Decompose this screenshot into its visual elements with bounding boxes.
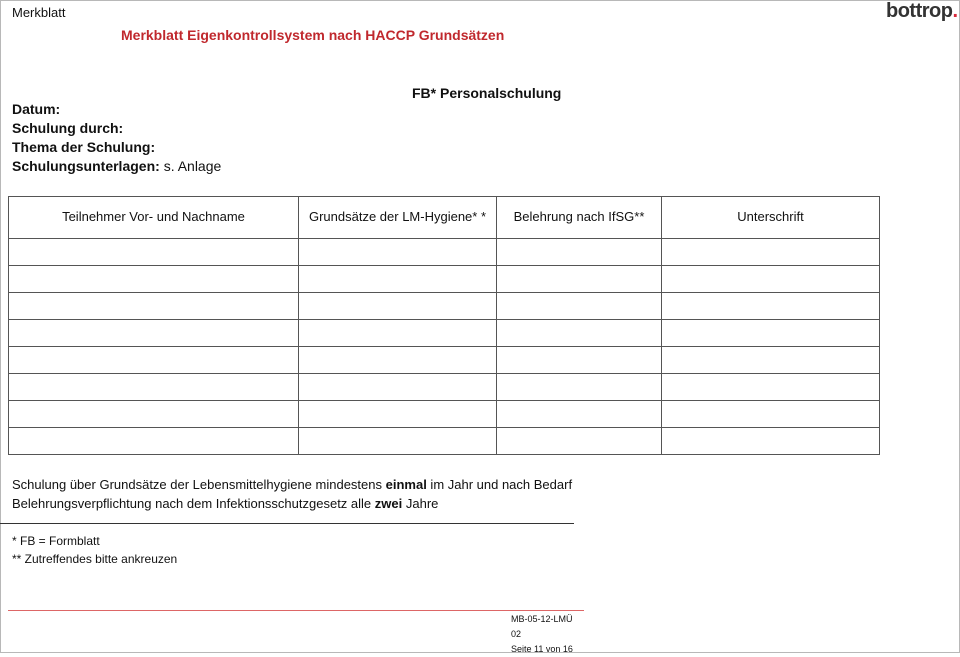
table-row [9,266,880,293]
legend-item: ** Zutreffendes bitte ankreuzen [12,552,178,566]
note-ifsg: Belehrungsverpflichtung nach dem Infektionsschutzgesetz alle zwei Jahre [12,496,439,511]
table-row [9,320,880,347]
divider [0,523,574,524]
table-header-row [9,197,880,239]
column-header-signature: Unterschrift [662,197,880,239]
table-row [9,374,880,401]
column-header-hygiene: Grundsätze der LM-Hygiene* * [299,197,497,239]
logo-text: bottrop [886,0,953,22]
field-datum: Datum: [12,101,61,117]
field-schulung-durch: Schulung durch: [12,120,124,136]
footer-divider [8,610,584,611]
logo-dot: . [952,0,958,22]
form-title: FB* Personalschulung [412,85,562,101]
table-row [9,347,880,374]
legend-item: * FB = Formblatt [12,534,100,548]
table-row [9,239,880,266]
document-code: MB-05-12-LMÜ [511,614,573,624]
field-unterlagen: Schulungsunterlagen: s. Anlage [12,158,222,174]
legend [12,532,177,568]
footer-info [511,612,573,657]
document-title: Merkblatt Eigenkontrollsystem nach HACCP Grundsätzen [121,27,505,43]
table-row [9,293,880,320]
form-fields [12,100,221,176]
revision: 02 [511,629,522,639]
note-hygiene: Schulung über Grundsätze der Lebensmittelhygiene mindestens einmal im Jahr und nach Bedarf [12,477,573,492]
column-header-name: Teilnehmer Vor- und Nachname [9,197,299,239]
header-label: Merkblatt [12,5,66,20]
table-row [9,401,880,428]
participant-table [8,196,880,455]
bottrop-logo [886,0,958,23]
table-row [9,428,880,455]
page-number: Seite 11 von 16 [511,644,573,654]
training-notes [12,475,572,513]
column-header-ifsg: Belehrung nach IfSG** [497,197,662,239]
field-thema: Thema der Schulung: [12,139,156,155]
